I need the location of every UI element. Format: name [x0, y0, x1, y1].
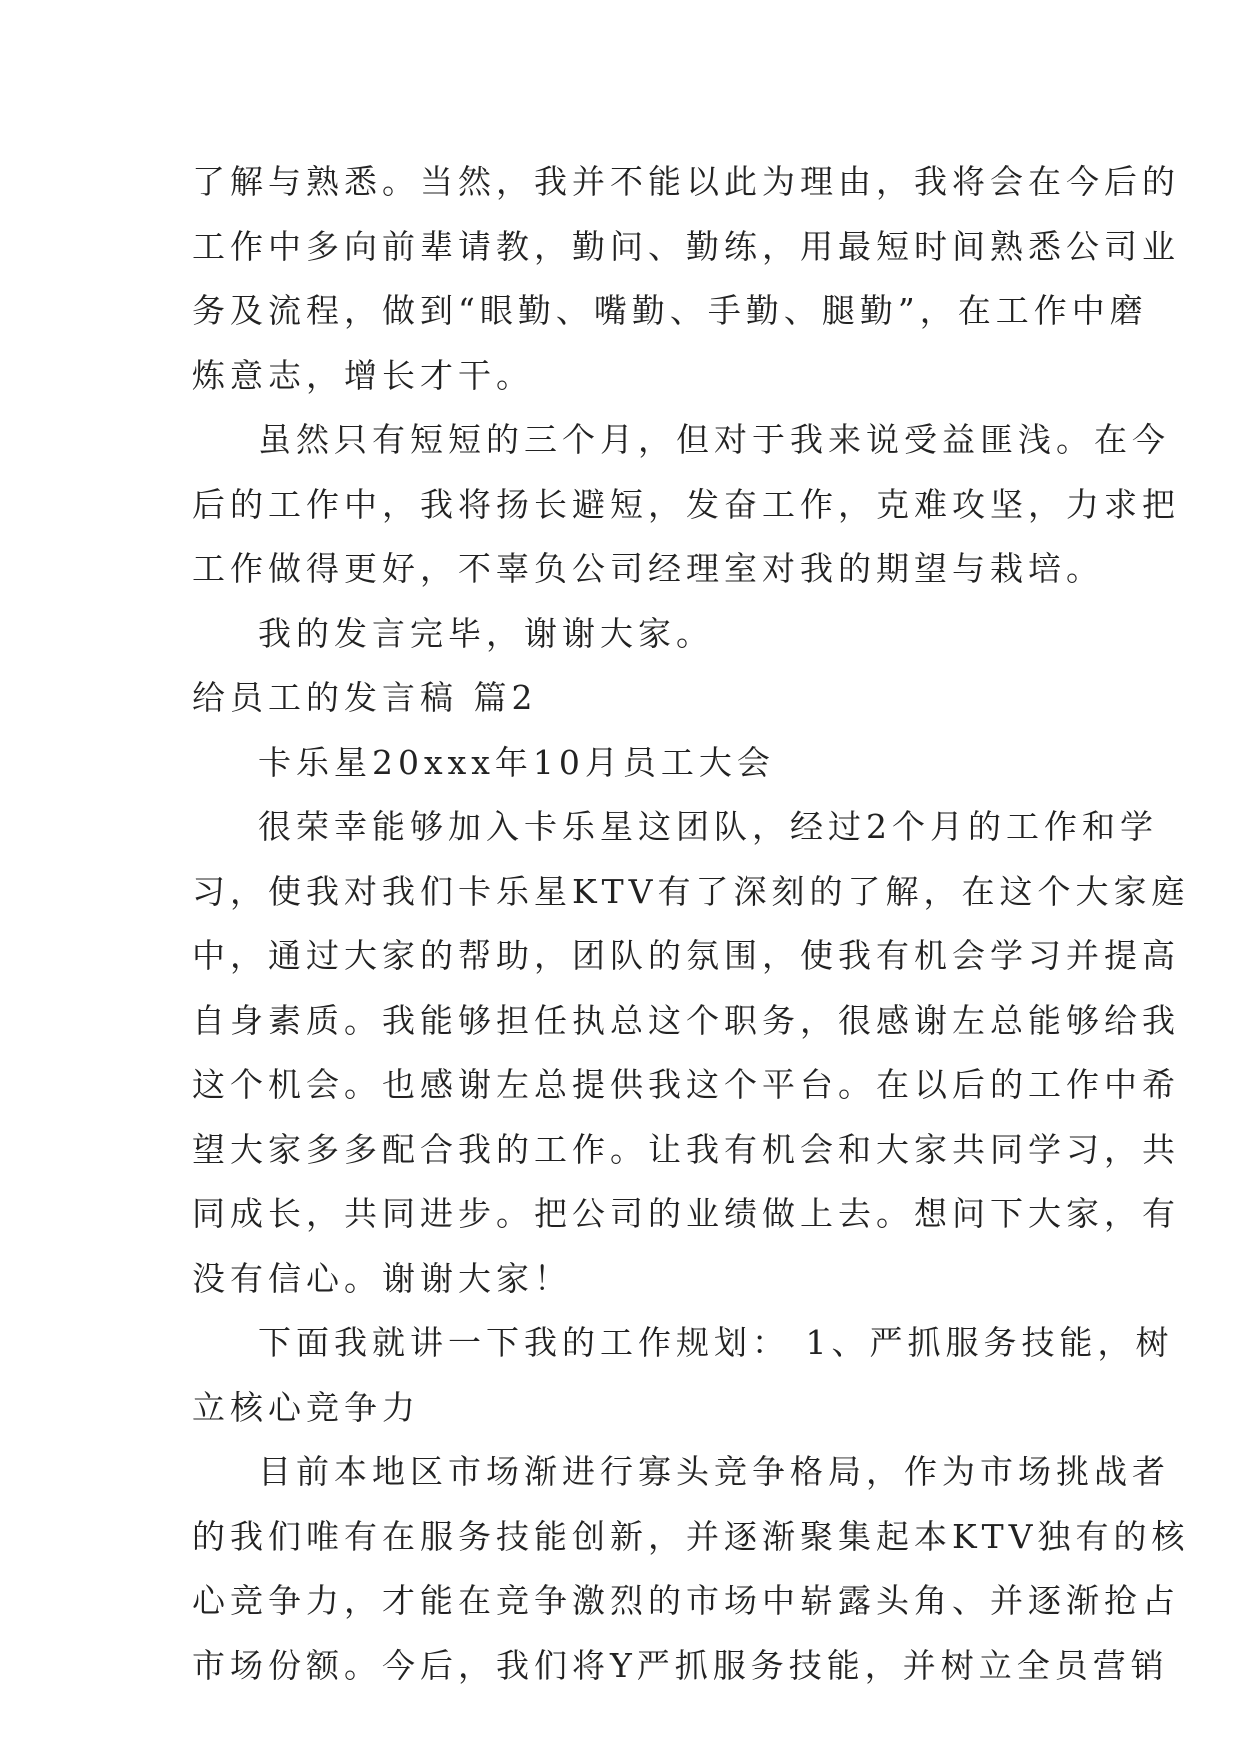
text-line: 的我们唯有在服务技能创新，并逐渐聚集起本KTV独有的核 [192, 1516, 1190, 1556]
document-body [192, 150, 1190, 1698]
text-line: 心竞争力，才能在竞争激烈的市场中崭露头角、并逐渐抢占 [192, 1581, 1180, 1620]
text-line: 中，通过大家的帮助，团队的氛围，使我有机会学习并提高 [192, 936, 1180, 975]
text-line: 卡乐星20xxx年10月员工大会 [258, 742, 775, 782]
text-line: 了解与熟悉。当然，我并不能以此为理由，我将会在今后的 [192, 162, 1180, 201]
text-line: 炼意志，增长才干。 [192, 355, 534, 395]
text-line: 市场份额。今后，我们将Y严抓服务技能，并树立全员营销 [192, 1645, 1169, 1685]
text-line: 虽然只有短短的三个月，但对于我来说受益匪浅。在今 [258, 420, 1170, 459]
text-line: 下面我就讲一下我的工作规划： 1、严抓服务技能，树 [258, 1323, 1174, 1362]
text-line: 目前本地区市场渐进行寡头竞争格局，作为市场挑战者 [258, 1452, 1170, 1491]
text-line: 工作中多向前辈请教，勤问、勤练，用最短时间熟悉公司业 [192, 226, 1180, 266]
text-line: 后的工作中，我将扬长避短，发奋工作，克难攻坚，力求把 [192, 484, 1180, 524]
text-line: 自身素质。我能够担任执总这个职务，很感谢左总能够给我 [192, 1000, 1180, 1040]
text-line: 习，使我对我们卡乐星KTV有了深刻的了解，在这个大家庭 [192, 871, 1190, 911]
text-line: 务及流程，做到“眼勤、嘴勤、手勤、腿勤”，在工作中磨 [192, 291, 1148, 330]
text-line: 这个机会。也感谢左总提供我这个平台。在以后的工作中希 [192, 1065, 1180, 1104]
text-line: 没有信心。谢谢大家！ [192, 1258, 572, 1298]
text-line: 同成长，共同进步。把公司的业绩做上去。想问下大家，有 [192, 1194, 1180, 1233]
text-line: 我的发言完毕，谢谢大家。 [258, 613, 714, 653]
text-line: 给员工的发言稿 篇2 [192, 678, 538, 717]
text-line: 立核心竞争力 [192, 1387, 420, 1427]
text-line: 很荣幸能够加入卡乐星这团队，经过2个月的工作和学 [258, 807, 1158, 846]
text-line: 望大家多多配合我的工作。让我有机会和大家共同学习，共 [192, 1129, 1180, 1169]
text-line: 工作做得更好，不辜负公司经理室对我的期望与栽培。 [192, 549, 1104, 588]
